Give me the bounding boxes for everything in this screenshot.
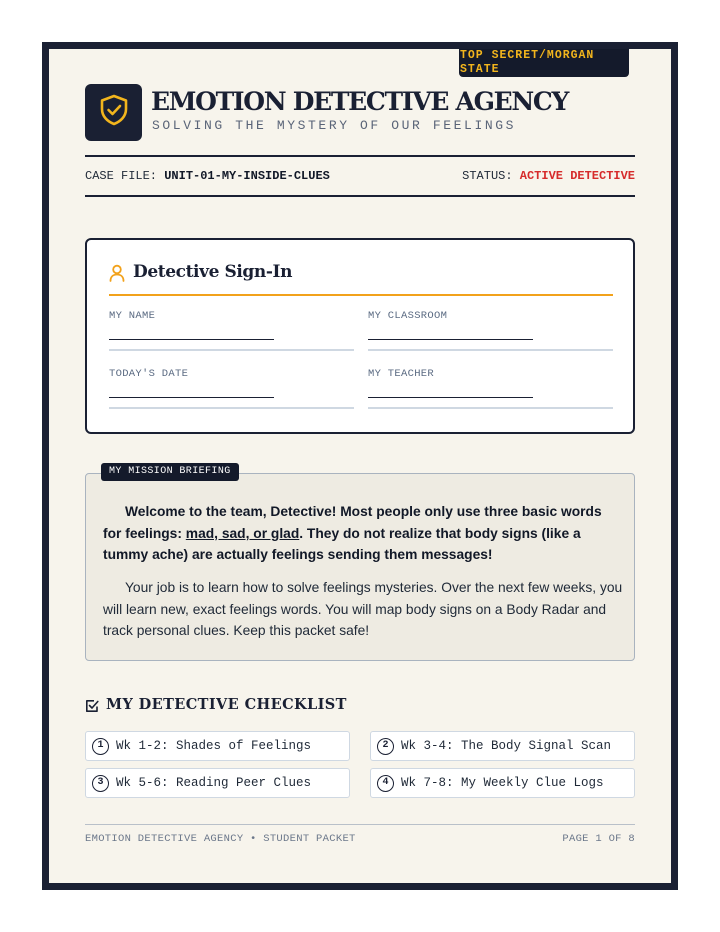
classroom-write-line[interactable] xyxy=(368,339,533,340)
item-number: 2 xyxy=(377,738,394,755)
page-title: EMOTION DETECTIVE AGENCY xyxy=(151,87,569,116)
name-write-line[interactable] xyxy=(109,339,274,340)
sign-in-title: Detective Sign-In xyxy=(133,262,293,282)
checklist-item[interactable] xyxy=(85,768,350,798)
stamp-line-1: TOP SECRET/MORGAN xyxy=(460,49,595,62)
checklist-title: MY DETECTIVE CHECKLIST xyxy=(106,696,347,713)
page-number: PAGE 1 OF 8 xyxy=(562,833,635,845)
checklist-header xyxy=(85,695,485,717)
status-label: STATUS: xyxy=(462,169,513,183)
date-field[interactable] xyxy=(109,368,354,414)
classroom-field[interactable] xyxy=(368,310,613,356)
date-field-label: TODAY'S DATE xyxy=(109,368,189,380)
divider xyxy=(368,407,613,409)
name-field-label: MY NAME xyxy=(109,310,156,322)
status xyxy=(462,169,635,183)
case-file xyxy=(85,169,330,183)
shield-check-icon xyxy=(99,94,129,131)
briefing-job: Your job is to learn how to solve feelings mysteries. Over the next few weeks, you will learn new, exact feelings words. You will map body signs on a Body Radar and track personal clues. Keep this packet safe! xyxy=(103,580,623,638)
divider xyxy=(109,407,354,409)
page-footer xyxy=(85,824,635,848)
checklist-item[interactable] xyxy=(370,768,635,798)
person-icon xyxy=(109,264,125,287)
checklist-item[interactable] xyxy=(85,731,350,761)
teacher-field[interactable] xyxy=(368,368,613,414)
teacher-write-line[interactable] xyxy=(368,397,533,398)
briefing-intro xyxy=(103,501,619,566)
mission-briefing xyxy=(85,466,635,661)
divider xyxy=(368,349,613,351)
checkbox-icon xyxy=(85,699,99,718)
item-number: 1 xyxy=(92,738,109,755)
sign-in-header xyxy=(109,262,613,296)
briefing-intro-text-end: . They do not realize that body signs (like a tummy ache) are actually feelings sending them messages! xyxy=(103,525,581,562)
case-info-bar xyxy=(85,155,635,197)
divider xyxy=(109,349,354,351)
case-file-value: UNIT-01-MY-INSIDE-CLUES xyxy=(164,169,330,183)
item-label: Wk 5-6: Reading Peer Clues xyxy=(116,776,312,790)
footer-title: EMOTION DETECTIVE AGENCY • STUDENT PACKET xyxy=(85,833,356,845)
page-subtitle: SOLVING THE MYSTERY OF OUR FEELINGS xyxy=(152,118,517,133)
agency-badge xyxy=(85,84,142,141)
item-number: 3 xyxy=(92,775,109,792)
date-write-line[interactable] xyxy=(109,397,274,398)
name-field[interactable] xyxy=(109,310,354,356)
item-label: Wk 7-8: My Weekly Clue Logs xyxy=(401,776,604,790)
status-badge: ACTIVE DETECTIVE xyxy=(519,169,635,183)
teacher-field-label: MY TEACHER xyxy=(368,368,435,380)
briefing-intro-text: Welcome to the team, Detective! Most people only use three basic words for feelings: xyxy=(103,504,602,541)
case-file-label: CASE FILE: xyxy=(85,169,158,183)
briefing-tab: MY MISSION BRIEFING xyxy=(101,463,239,481)
classification-stamp xyxy=(459,49,629,77)
sign-in-card xyxy=(85,238,635,434)
stamp-line-2: STATE xyxy=(460,63,500,76)
checklist-item[interactable] xyxy=(370,731,635,761)
classroom-field-label: MY CLASSROOM xyxy=(368,310,448,322)
agency-header xyxy=(85,84,635,142)
page-frame xyxy=(42,42,678,890)
basic-words: mad, sad, or glad xyxy=(185,525,300,541)
packet-page xyxy=(49,49,671,883)
item-number: 4 xyxy=(377,775,394,792)
item-label: Wk 3-4: The Body Signal Scan xyxy=(401,739,612,753)
item-label: Wk 1-2: Shades of Feelings xyxy=(116,739,312,753)
